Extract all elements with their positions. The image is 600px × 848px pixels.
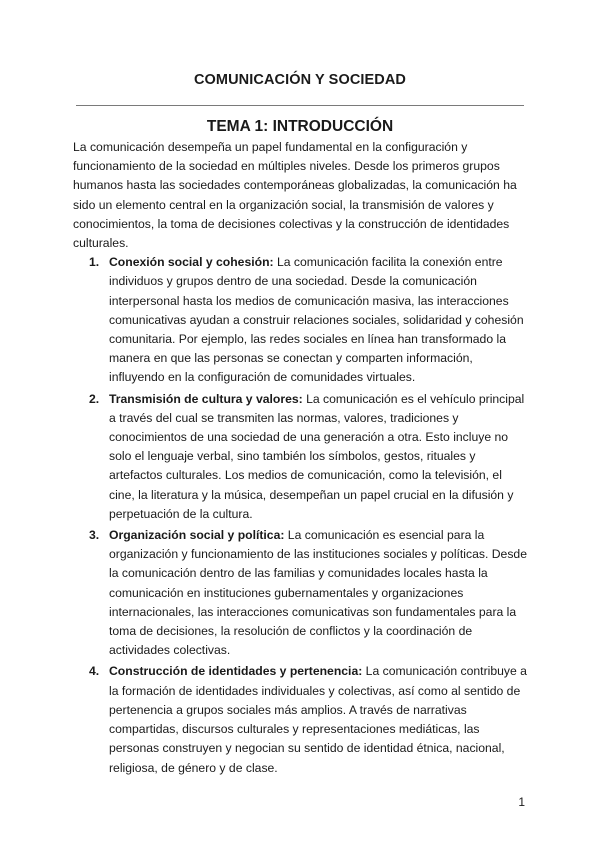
list-item (89, 526, 531, 660)
list-item-number: 2. (89, 391, 100, 406)
list-item-term: Construcción de identidades y pertenencia: (109, 664, 363, 679)
list-item-term: Transmisión de cultura y valores: (109, 391, 303, 406)
intro-paragraph: La comunicación desempeña un papel fundamental en la configuración y funcionamiento de la sociedad en múltiples niveles. Desde los primeros grupos humanos hasta las sociedades contemporáneas globalizadas, la comunicación ha sido un elemento central en la organización social, la transmisión de valores y conocimientos, la toma de decisiones colectivas y la construcción de identidades culturales. (73, 140, 517, 251)
list-item-number: 3. (89, 528, 100, 543)
list-item-number: 4. (89, 664, 100, 679)
list-item-text: La comunicación facilita la conexión entre individuos y grupos dentro de una sociedad. Desde la comunicación interpersonal hasta los medios de comunicación masiva, las interacciones comunicativas ayudan a construir relaciones sociales, solidaridad y cohesión comunitaria. Por ejemplo, las redes sociales en línea han transformado la manera en que las personas se conectan y comparten información, influyendo en la configuración de comunidades virtuales. (109, 255, 524, 385)
document-header: COMUNICACIÓN Y SOCIEDAD (193, 72, 407, 88)
list-item (89, 390, 531, 524)
list-item-number: 1. (89, 255, 100, 270)
list-item-text: La comunicación es esencial para la organización y funcionamiento de las instituciones sociales y políticas. Desde la comunicación dentro de las familias y comunidades locales hasta la comunicación en instituciones gubernamentales y organizaciones internacionales, las interacciones comunicativas son fundamentales para la toma de decisiones, la resolución de conflictos y la coordinación de actividades colectivas. (109, 528, 527, 658)
header-divider (76, 105, 524, 106)
list-item-text: La comunicación es el vehículo principal a través del cual se transmiten las normas, valores, tradiciones y conocimientos de una sociedad de una generación a otra. Esto incluye no solo el lenguaje verbal, sino también los símbolos, gestos, rituales y artefactos culturales. Los medios de comunicación, como la televisión, el cine, la literatura y la música, desempeñan un papel crucial en la difusión y perpetuación de la cultura. (109, 391, 525, 521)
list-item (89, 662, 531, 777)
document-body (73, 138, 531, 780)
list-item-text: La comunicación contribuye a la formación de identidades individuales y colectivas, así como al sentido de pertenencia a grupos sociales más amplios. A través de narrativas compartidas, discursos culturales y representaciones mediáticas, las personas construyen y negocian su sentido de identidad étnica, nacional, religiosa, de género y de clase. (109, 664, 527, 775)
list-item-term: Organización social y política: (109, 528, 285, 543)
section-title: TEMA 1: INTRODUCCIÓN (206, 118, 394, 135)
list-item (89, 253, 531, 387)
list-item-term: Conexión social y cohesión: (109, 255, 274, 270)
numbered-list (73, 253, 531, 777)
page-number: 1 (518, 795, 525, 809)
